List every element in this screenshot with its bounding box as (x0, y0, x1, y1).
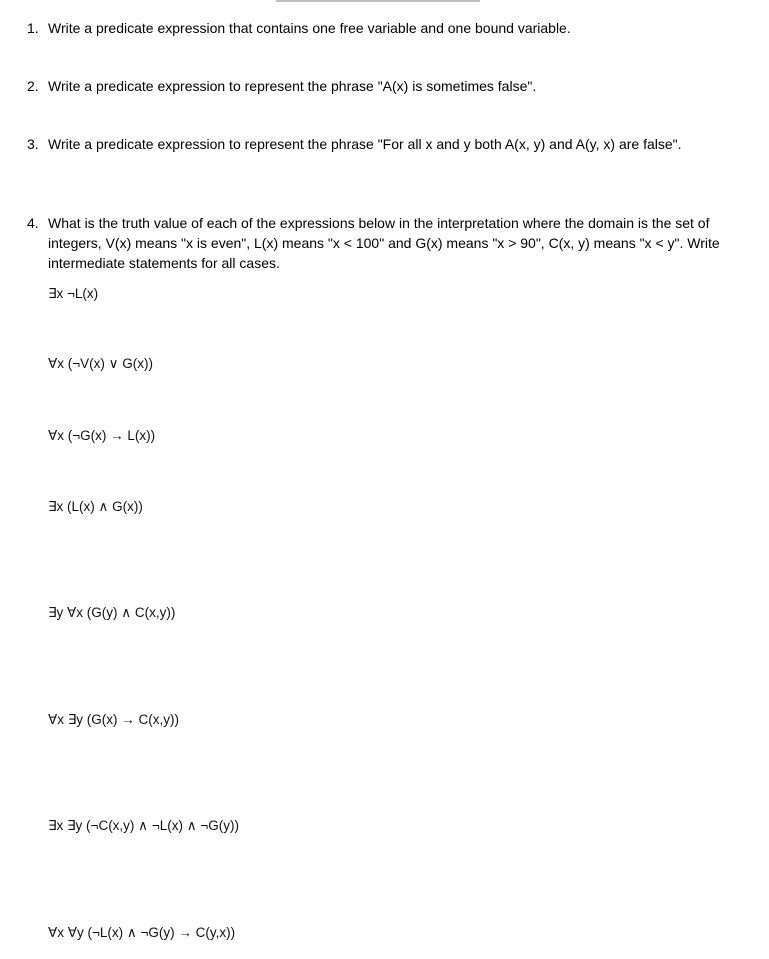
question-number: 4. (27, 215, 39, 231)
question-text: Write a predicate expression to represent the phrase "A(x) is sometimes false". (48, 78, 537, 94)
question-number: 3. (27, 136, 39, 152)
expression-4: ∃x (L(x) ∧ G(x)) (48, 499, 143, 514)
question-number: 1. (27, 20, 39, 36)
expression-6: ∀x ∃y (G(x) → C(x,y)) (48, 712, 179, 727)
expression-5: ∃y ∀x (G(y) ∧ C(x,y)) (48, 605, 176, 620)
question-text: Write a predicate expression to represent the phrase "For all x and y both A(x, y) and A(y, x) are false". (48, 136, 682, 152)
question-4 (27, 213, 727, 273)
expression-2: ∀x (¬V(x) ∨ G(x)) (48, 356, 153, 371)
expression-7: ∃x ∃y (¬C(x,y) ∧ ¬L(x) ∧ ¬G(y)) (48, 818, 239, 833)
question-number: 2. (27, 78, 39, 94)
question-3 (27, 134, 727, 154)
expression-1: ∃x ¬L(x) (48, 286, 99, 301)
question-2 (27, 76, 727, 96)
question-text: What is the truth value of each of the expressions below in the interpretation where the domain is the set of integers, V(x) means "x is even", L(x) means "x < 100" and G(x) means "x > 90", C(x, y) means "x < y". Write intermediate statements for all cases. (48, 215, 720, 271)
expression-8: ∀x ∀y (¬L(x) ∧ ¬G(y) → C(y,x)) (48, 925, 236, 940)
question-1 (27, 18, 727, 38)
top-divider (276, 0, 480, 2)
question-text: Write a predicate expression that contains one free variable and one bound variable. (48, 20, 571, 36)
expression-3: ∀x (¬G(x) → L(x)) (48, 428, 156, 443)
